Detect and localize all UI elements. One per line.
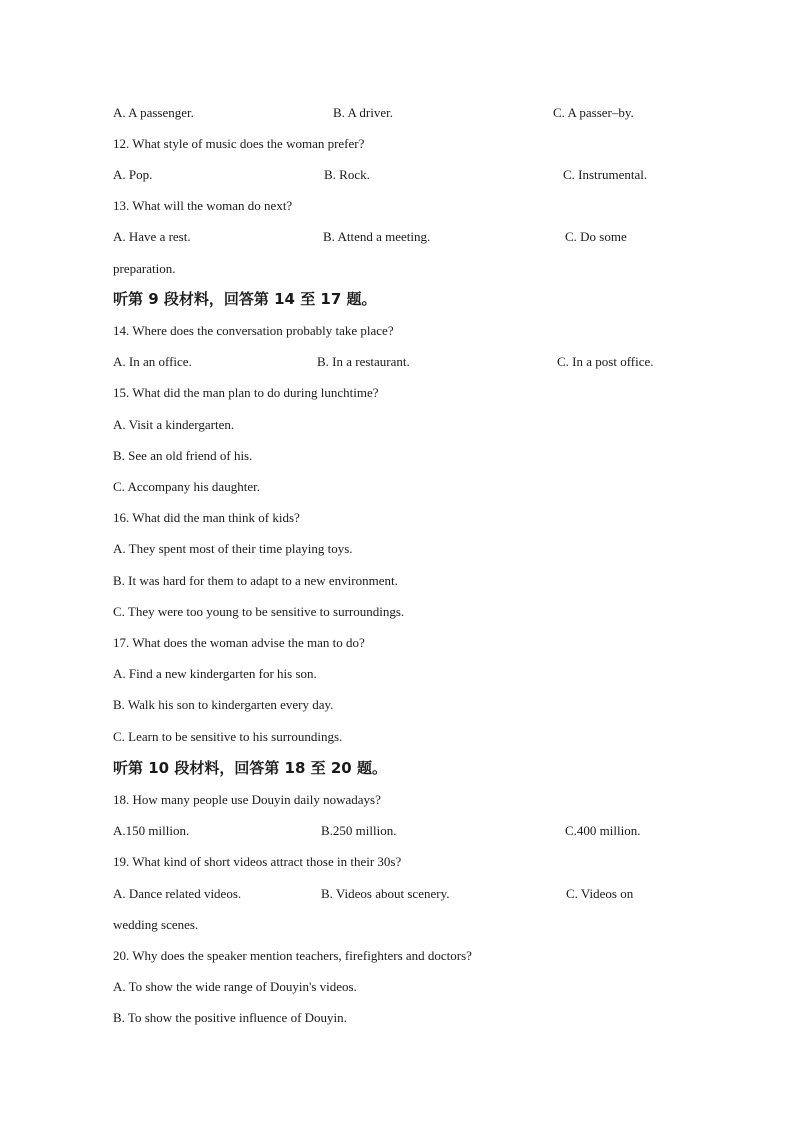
q16-option-a: A. They spent most of their time playing toys. [113,541,353,556]
q19-question: 19. What kind of short videos attract those in their 30s? [113,854,402,869]
q18-option-c: C.400 million. [565,823,641,838]
q11-option-b: B. A driver. [333,105,393,120]
q18-option-a: A.150 million. [113,823,190,838]
q17-option-c: C. Learn to be sensitive to his surroundings. [113,729,343,744]
q18-question: 18. How many people use Douyin daily nowadays? [113,792,381,807]
q14-option-a: A. In an office. [113,354,192,369]
q14-option-b: B. In a restaurant. [317,354,410,369]
q20-question: 20. Why does the speaker mention teachers, firefighters and doctors? [113,948,472,963]
q19-option-c-continuation: wedding scenes. [113,917,199,932]
q12-option-b: B. Rock. [324,167,370,182]
q19-option-c: C. Videos on [566,886,634,901]
q19-option-b: B. Videos about scenery. [321,886,450,901]
q14-option-c: C. In a post office. [557,354,654,369]
q15-option-b: B. See an old friend of his. [113,448,253,463]
q15-option-c: C. Accompany his daughter. [113,479,260,494]
q11-option-a: A. A passenger. [113,105,194,120]
q19-option-a: A. Dance related videos. [113,886,242,901]
q16-option-b: B. It was hard for them to adapt to a new environment. [113,573,398,588]
q13-option-b: B. Attend a meeting. [323,229,431,244]
q14-question: 14. Where does the conversation probably take place? [113,323,394,338]
q13-option-a: A. Have a rest. [113,229,191,244]
q17-option-a: A. Find a new kindergarten for his son. [113,666,317,681]
q16-option-c: C. They were too young to be sensitive to surroundings. [113,604,405,619]
q17-option-b: B. Walk his son to kindergarten every day. [113,697,334,712]
q16-question: 16. What did the man think of kids? [113,510,300,525]
q12-option-a: A. Pop. [113,167,153,182]
q13-option-c: C. Do some [565,229,627,244]
q17-question: 17. What does the woman advise the man to do? [113,635,365,650]
q13-option-c-continuation: preparation. [113,261,176,276]
q20-option-b: B. To show the positive influence of Douyin. [113,1010,347,1025]
q11-option-c: C. A passer–by. [553,105,634,120]
q20-option-a: A. To show the wide range of Douyin's videos. [113,979,357,994]
q18-option-b: B.250 million. [321,823,397,838]
section-10-heading: 听第 10 段材料，回答第 18 至 20 题。 [113,759,387,777]
q15-question: 15. What did the man plan to do during lunchtime? [113,385,379,400]
q15-option-a: A. Visit a kindergarten. [113,417,235,432]
q12-option-c: C. Instrumental. [563,167,648,182]
section-9-heading: 听第 9 段材料，回答第 14 至 17 题。 [113,290,377,308]
q12-question: 12. What style of music does the woman prefer? [113,136,365,151]
q13-question: 13. What will the woman do next? [113,198,293,213]
